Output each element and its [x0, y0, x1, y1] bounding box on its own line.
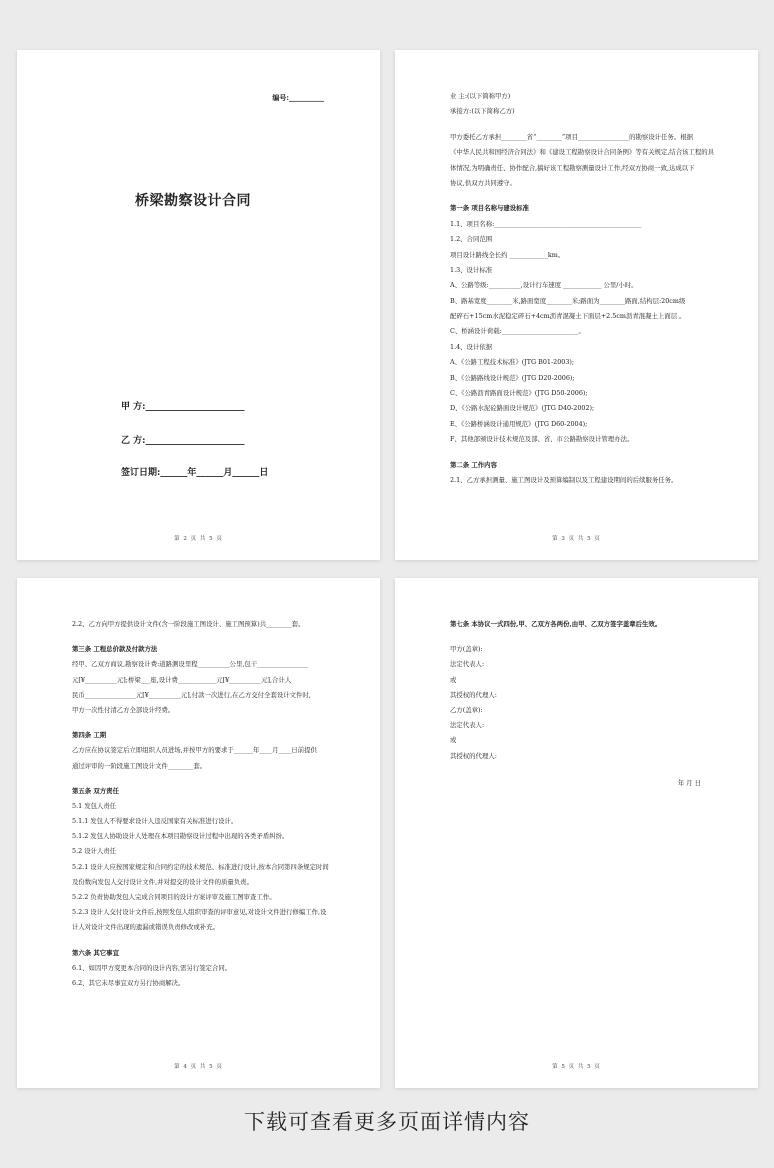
contract-page-5: [395, 578, 758, 1088]
text-line: 乙方应在协议签定后立即组织人员进场,并按甲方的要求于______年____月____日前提供: [72, 746, 317, 755]
text-line: 及份数向发包人交付设计文件,并对提交的设计文件的质量负责。: [72, 877, 253, 886]
text-line: 法定代表人:: [450, 660, 485, 669]
text-line: 5.2.2 负责协助发包人完成合同项目的设计方案评审及施工图审查工作。: [72, 893, 276, 901]
text-line: 其授权的代理人:: [450, 751, 497, 760]
text-line: 乙方(盖章):: [450, 705, 483, 714]
text-line: 2.2、乙方向甲方提供设计文件(含一阶段施工图设计、施工图预算)共________套。: [72, 620, 305, 628]
text-line: 5.2.1 设计人应按国家规定和合同约定的技术规范、标准进行设计,按本合同第四条规定时间: [72, 862, 329, 871]
text-line: 体情况,为明确责任、协作配合,搞好该工程勘察测量设计工作,经双方协商一致,达成以下: [450, 163, 695, 172]
text-line: 5.1.1 发包人不得要求设计人违反国家有关标准进行设计。: [72, 817, 238, 826]
text-line: 协议,供双方共同遵守。: [450, 178, 516, 187]
text-line: 5.2.3 设计人交付设计文件后,按照发包人组织审查的评审意见,对设计文件进行修编工作,设: [72, 908, 327, 917]
text-line: 第五条 双方责任: [72, 786, 119, 795]
text-line: 或: [450, 675, 457, 684]
paragraph-gap: [450, 451, 718, 461]
contract-number: 编号:__________: [272, 93, 324, 102]
download-caption: 下载可查看更多页面详情内容: [244, 1110, 530, 1134]
text-line: 甲方一次性付清乙方全部设计经费。: [72, 705, 175, 714]
paragraph-gap: [450, 635, 718, 645]
text-line: 第一条 项目名称与建设标准: [450, 204, 529, 213]
text-line: F、其他部颁设计技术规范及部、省、市公路勘察设计管理办法。: [450, 435, 634, 444]
text-line: B、路基宽度________米,路面宽度________米;路面为________路面,结构层:20cm级: [450, 296, 686, 305]
text-line: 承接方:(以下简称乙方): [450, 107, 515, 116]
text-line: C、桥涵设计荷载:________________________。: [450, 327, 585, 336]
text-line: 第七条 本协议一式四份,甲、乙双方各两份,由甲、乙双方签字盖章后生效。: [450, 620, 662, 628]
text-line: 1.4、设计依据: [450, 342, 493, 351]
text-line: 1.3、设计标准: [450, 265, 493, 274]
text-line: 通过评审的一阶段施工图设计文件________套。: [72, 761, 207, 770]
text-line: 法定代表人:: [450, 721, 485, 730]
text-line: 甲方委托乙方承担________省“________”项目________________的勘察设计任务。根据: [450, 132, 693, 141]
paragraph-gap: [450, 123, 718, 133]
text-line: 第四条 工期: [72, 731, 107, 740]
text-line: 6.1、如因甲方变更本合同的设计内容,需另行签定合同。: [72, 963, 232, 972]
text-line: 民币________________元[¥__________元],付款一次进行,在乙方交付全套设计文件时,: [72, 690, 311, 699]
text-line: 计人对设计文件出现的遗漏或错误负责修改或补充。: [72, 923, 219, 932]
paragraph-gap: [450, 194, 718, 204]
signature-date: 年 月 日: [677, 779, 701, 787]
contract-page-3: [395, 50, 758, 560]
contract-cover-page: [17, 50, 380, 560]
text-line: 业 主:(以下简称甲方): [450, 92, 511, 100]
text-line: 或: [450, 736, 457, 745]
text-line: C、《公路沥青路面设计规范》(JTG D50-2006);: [450, 389, 588, 398]
paragraph-gap: [72, 777, 340, 787]
text-line: 元[¥__________元];桥梁___座,设计费____________元[¥__________元],合计人: [72, 675, 292, 684]
text-line: B、《公路路线设计规范》(JTG D20-2006);: [450, 373, 575, 382]
party-b-line: 乙 方:______________________: [121, 436, 245, 446]
contract-title: 桥梁勘察设计合同: [135, 193, 251, 209]
text-line: 第六条 其它事宜: [72, 948, 119, 957]
page-footer: 第 4 页 共 5 页: [174, 1064, 223, 1070]
page-footer: 第 2 页 共 5 页: [174, 536, 223, 542]
text-line: 5.2 设计人责任: [72, 847, 117, 856]
text-line: 项目设计路线全长约 ____________km。: [450, 250, 565, 259]
page-body: [72, 620, 340, 994]
party-a-line: 甲 方:______________________: [121, 402, 245, 412]
page-body: [450, 620, 718, 767]
paragraph-gap: [72, 939, 340, 949]
text-line: 经甲、乙双方商议,勘察设计费:道路测设里程__________公里,包干________________: [72, 660, 309, 669]
page-footer: 第 5 页 共 5 页: [552, 1064, 601, 1070]
paragraph-gap: [72, 721, 340, 731]
page-body: [450, 92, 718, 491]
text-line: 1.1、项目名称:______________________________________________: [450, 219, 642, 228]
paragraph-gap: [72, 635, 340, 645]
text-line: E、《公路桥涵设计通用规范》(JTG D60-2004);: [450, 419, 588, 428]
text-line: A、公路等级:__________,设计行车速度 ____________ 公里/小时。: [450, 281, 638, 290]
text-line: 1.2、合同范围: [450, 235, 493, 244]
text-line: 甲方(盖章):: [450, 645, 483, 654]
text-line: 2.1、乙方承担测量、施工图设计及预算编制以及工程建设期间的后续服务任务。: [450, 475, 678, 484]
text-line: 6.2、其它未尽事宜双方另行协商解决。: [72, 978, 185, 987]
page-footer: 第 3 页 共 5 页: [552, 536, 601, 542]
text-line: 第三条 工程总价款及付款方法: [72, 645, 158, 654]
contract-page-4: [17, 578, 380, 1088]
text-line: 配碎石+15cm水泥稳定碎石+4cm沥青混凝土下面层+2.5cm沥青混凝土上面层 。: [450, 312, 686, 321]
text-line: A、《公路工程技术标准》(JTG B01-2003);: [450, 358, 575, 367]
text-line: 其授权的代理人:: [450, 690, 497, 699]
text-line: 《中华人民共和国经济合同法》和《建设工程勘察设计合同条例》等有关规定,结合该工程的具: [450, 148, 715, 157]
text-line: 5.1.2 发包人协助设计人处理在本项目勘察设计过程中出现的各类矛盾纠纷。: [72, 832, 289, 841]
sign-date-line: 签订日期:______年______月______日: [121, 468, 269, 478]
text-line: D、《公路水泥砼路面设计规范》(JTG D40-2002);: [450, 404, 595, 413]
text-line: 5.1 发包人责任: [72, 801, 117, 810]
text-line: 第二条 工作内容: [450, 460, 497, 469]
